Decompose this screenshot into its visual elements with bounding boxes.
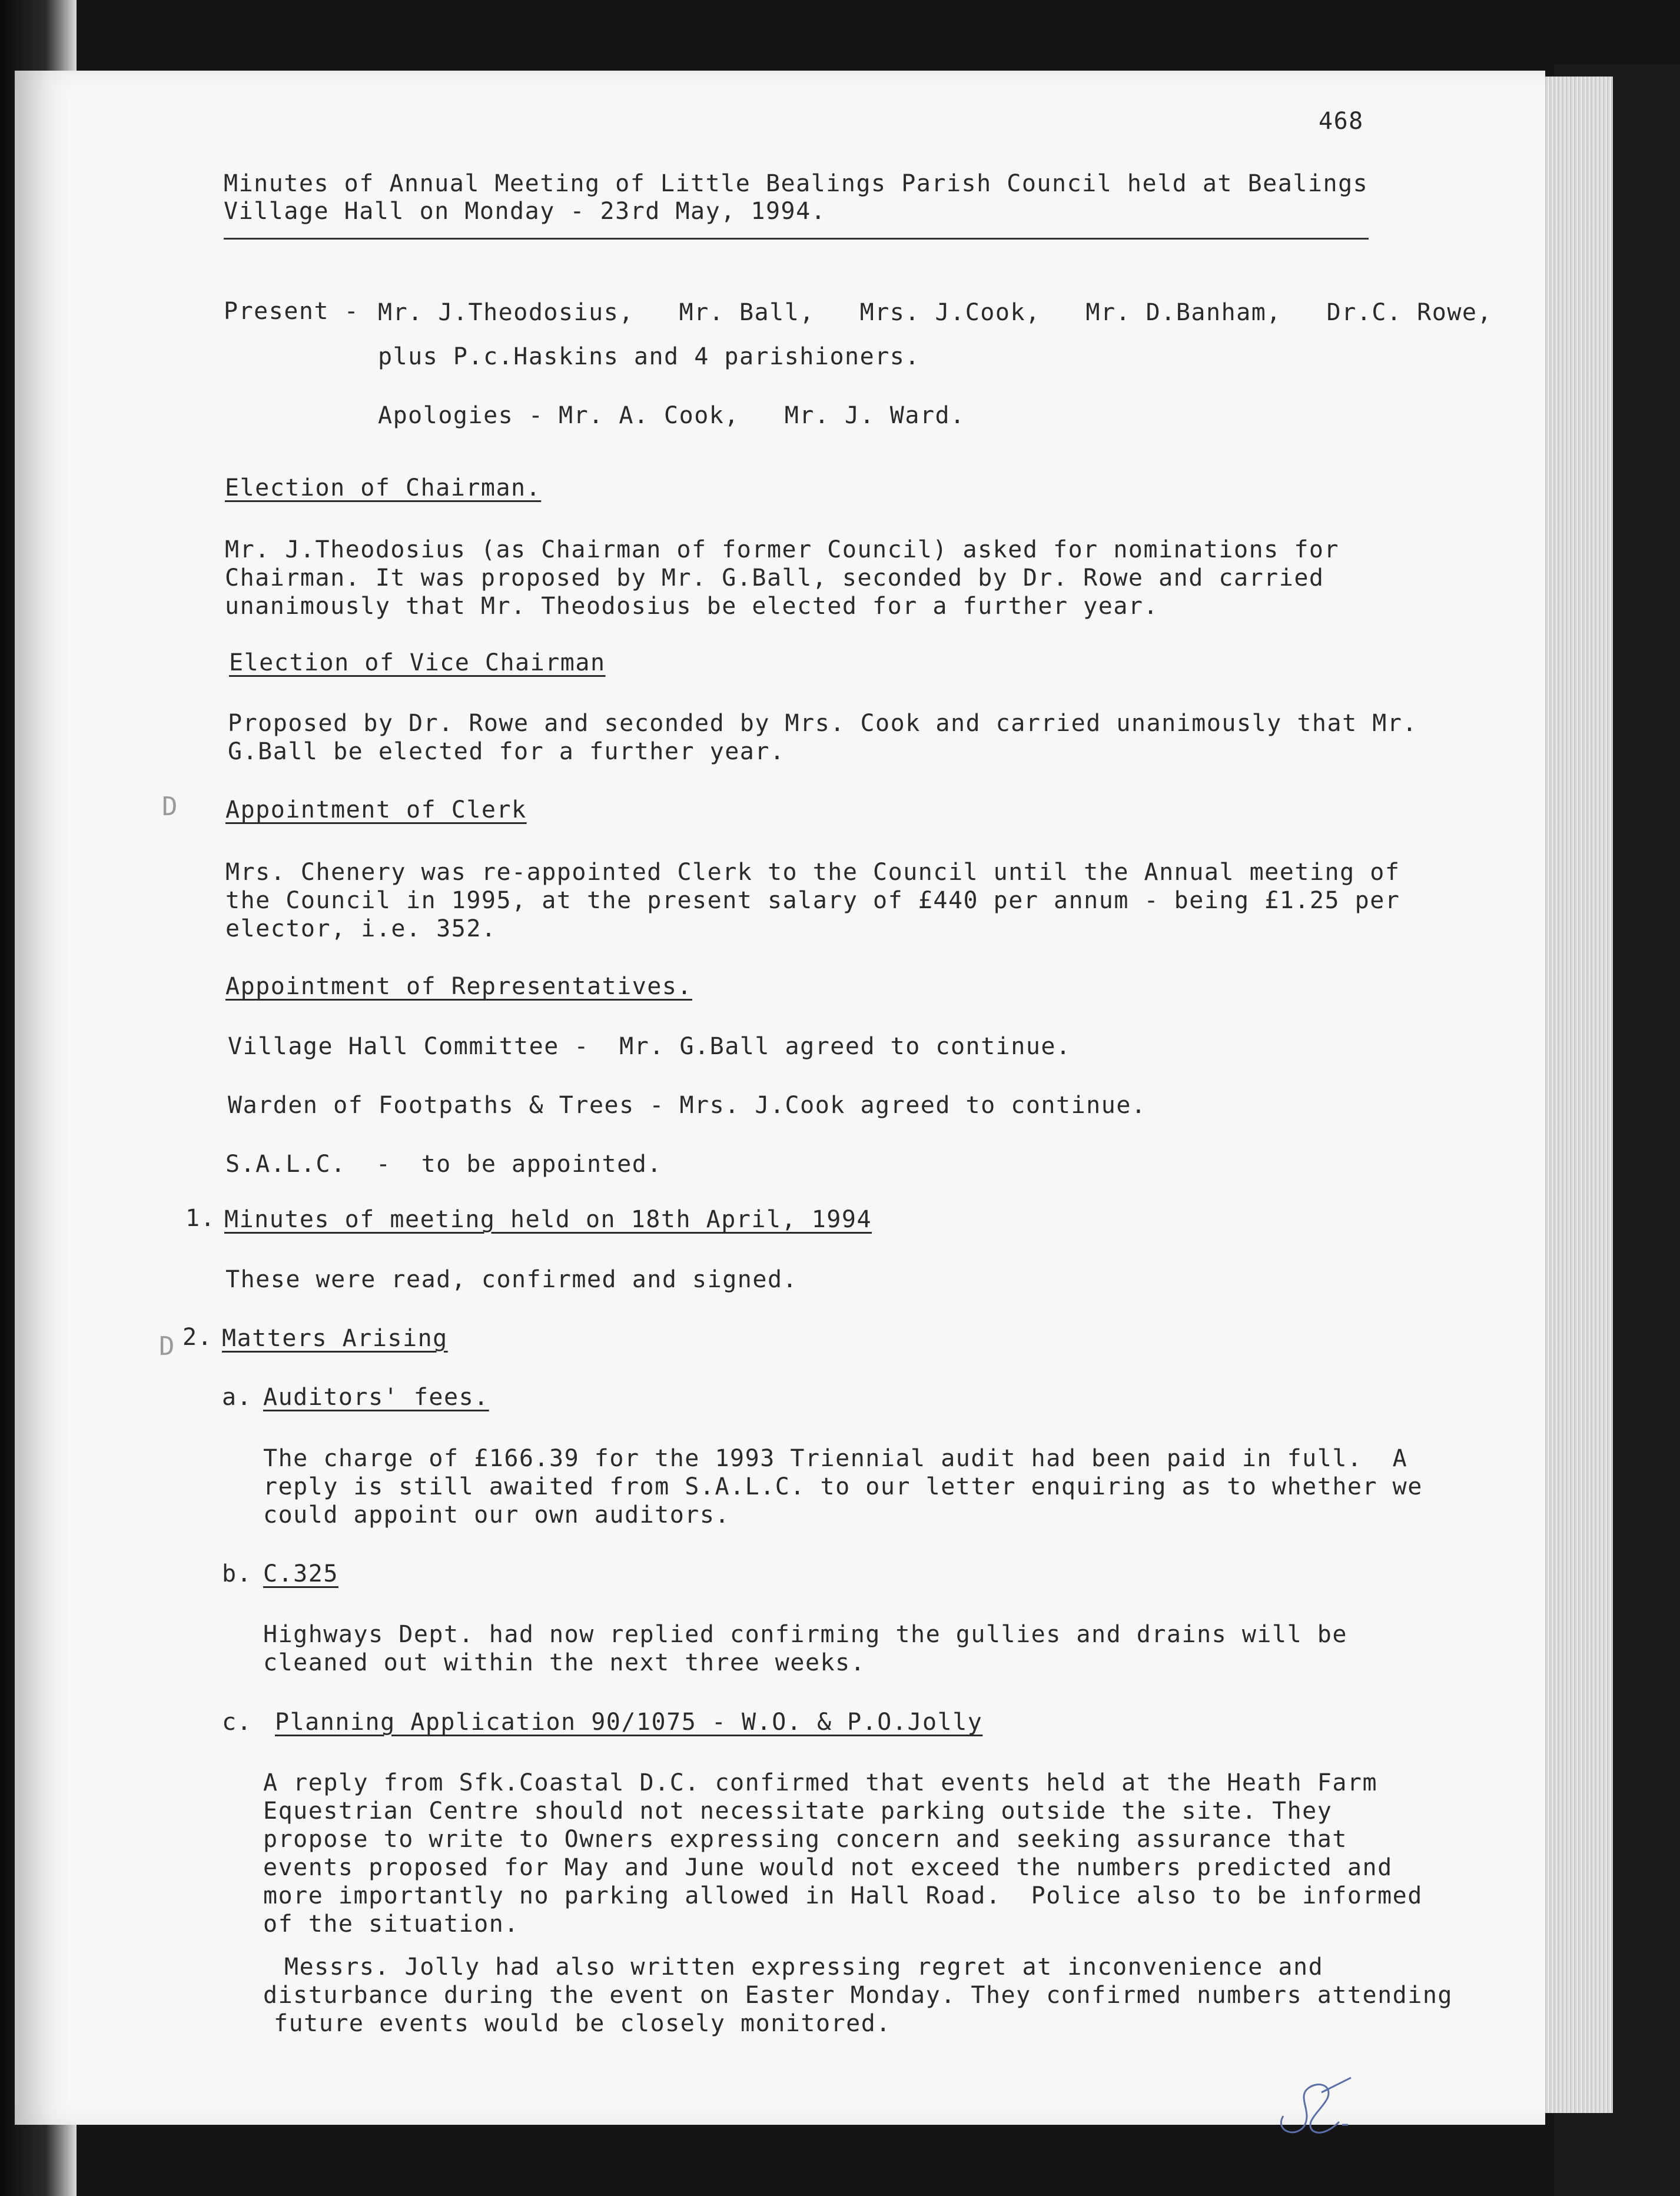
item-2a-title: Auditors' fees. (263, 1384, 489, 1411)
clerk-title: Appointment of Clerk (225, 796, 527, 823)
margin-mark: D (162, 792, 178, 822)
item-2c-line: Equestrian Centre should not necessitate parking outside the site. They (263, 1798, 1333, 1825)
present-line-2: plus P.c.Haskins and 4 parishioners. (378, 343, 920, 370)
election-chairman-line: unanimously that Mr. Theodosius be elected for a further year. (225, 593, 1159, 620)
election-chairman-line: Chairman. It was proposed by Mr. G.Ball, seconded by Dr. Rowe and carried (225, 564, 1324, 592)
item-2c-line: A reply from Sfk.Coastal D.C. confirmed that events held at the Heath Farm (263, 1769, 1378, 1796)
apologies: Apologies - Mr. A. Cook, Mr. J. Ward. (378, 402, 965, 429)
item-2b-letter: b. (222, 1560, 253, 1587)
item-2c-letter: c. (222, 1709, 253, 1736)
item-2c-line: events proposed for May and June would not exceed the numbers predicted and (263, 1854, 1393, 1881)
item-2c-line: Messrs. Jolly had also written expressing regret at inconvenience and (284, 1954, 1324, 1981)
item-1-title: Minutes of meeting held on 18th April, 1994 (224, 1206, 872, 1233)
signature-initials (1263, 2075, 1363, 2139)
item-2b-line: cleaned out within the next three weeks. (263, 1649, 866, 1676)
heading-rule (224, 238, 1369, 240)
heading-line-1: Minutes of Annual Meeting of Little Bealings Parish Council held at Bealings (224, 170, 1369, 197)
present-line-1: Mr. J.Theodosius, Mr. Ball, Mrs. J.Cook, Mr. D.Banham, Dr.C. Rowe, (378, 299, 1493, 326)
item-2a-line: could appoint our own auditors. (263, 1501, 731, 1529)
page-number: 468 (1319, 108, 1364, 135)
representative-warden: Warden of Footpaths & Trees - Mrs. J.Cook agreed to continue. (228, 1092, 1147, 1119)
clerk-line: the Council in 1995, at the present salary of £440 per annum - being £1.25 per (225, 887, 1400, 914)
representative-village-hall: Village Hall Committee - Mr. G.Ball agreed to continue. (228, 1033, 1071, 1060)
item-2c-line: more importantly no parking allowed in Hall Road. Police also to be informed (263, 1882, 1423, 1909)
item-2a-line: reply is still awaited from S.A.L.C. to our letter enquiring as to whether we (263, 1473, 1423, 1500)
present-label: Present - (224, 298, 360, 325)
item-2c-line: disturbance during the event on Easter Monday. They confirmed numbers attending (263, 1982, 1453, 2009)
item-2a-line: The charge of £166.39 for the 1993 Triennial audit had been paid in full. A (263, 1445, 1408, 1472)
clerk-line: Mrs. Chenery was re-appointed Clerk to the Council until the Annual meeting of (225, 859, 1400, 886)
item-2-number: 2. (182, 1324, 213, 1351)
item-2c-line: propose to write to Owners expressing concern and seeking assurance that (263, 1826, 1347, 1853)
election-chairman-title: Election of Chairman. (225, 474, 542, 501)
margin-mark: D (159, 1331, 175, 1361)
election-vice-line: G.Ball be elected for a further year. (228, 738, 785, 765)
election-chairman-line: Mr. J.Theodosius (as Chairman of former Council) asked for nominations for (225, 536, 1340, 563)
item-2b-title: C.325 (263, 1560, 338, 1587)
election-vice-line: Proposed by Dr. Rowe and seconded by Mrs. Cook and carried unanimously that Mr. (228, 710, 1417, 737)
representatives-title: Appointment of Representatives. (225, 973, 693, 1000)
heading-line-2: Village Hall on Monday - 23rd May, 1994. (224, 198, 826, 225)
item-2c-line: of the situation. (263, 1911, 519, 1938)
item-2a-letter: a. (222, 1384, 253, 1411)
clerk-line: elector, i.e. 352. (225, 915, 497, 942)
document-page (15, 71, 1545, 2125)
item-2c-line: future events would be closely monitored. (274, 2010, 891, 2037)
item-1-text: These were read, confirmed and signed. (225, 1266, 798, 1293)
item-1-number: 1. (185, 1205, 216, 1232)
item-2c-title: Planning Application 90/1075 - W.O. & P.O.Jolly (275, 1709, 983, 1736)
representative-salc: S.A.L.C. - to be appointed. (225, 1151, 662, 1178)
item-2-title: Matters Arising (222, 1325, 448, 1352)
election-vice-title: Election of Vice Chairman (229, 649, 606, 676)
item-2b-line: Highways Dept. had now replied confirming the gullies and drains will be (263, 1621, 1347, 1648)
